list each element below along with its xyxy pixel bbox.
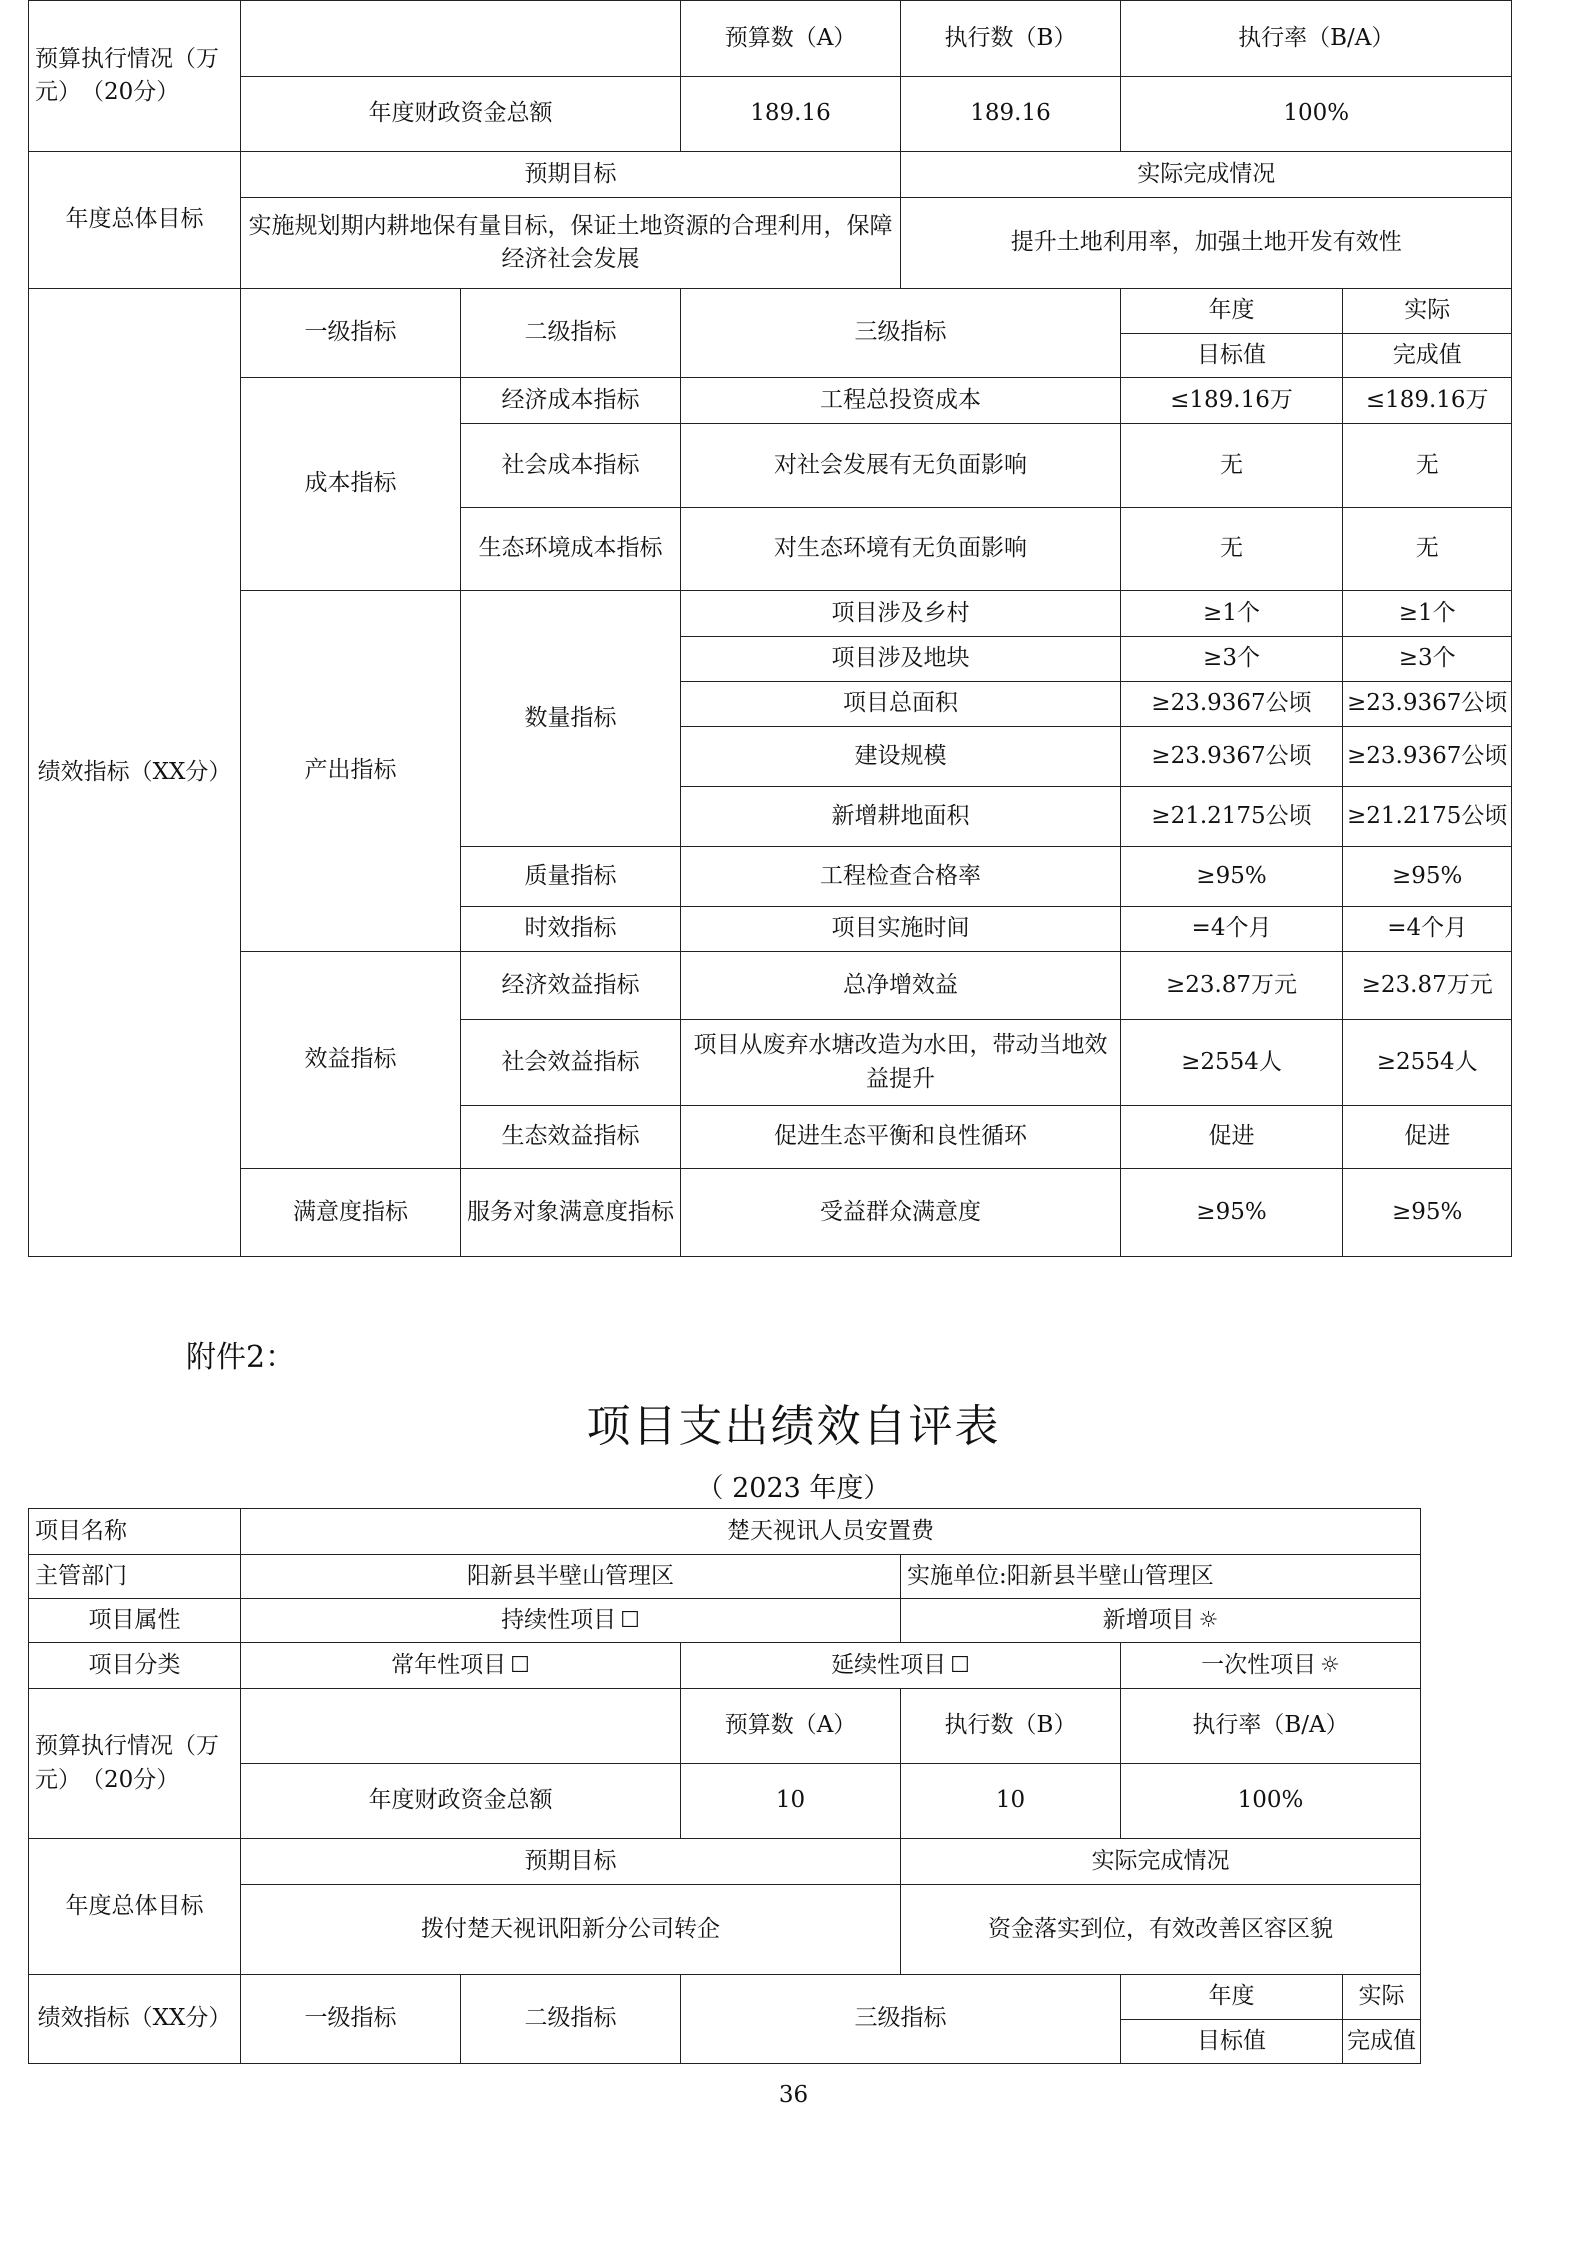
level3: 建设规模 bbox=[681, 727, 1121, 787]
col-exec: 执行数（B） bbox=[901, 1689, 1121, 1764]
col-budget: 预算数（A） bbox=[681, 1, 901, 77]
actual-value: 无 bbox=[1343, 424, 1512, 508]
budget-value: 189.16 bbox=[681, 77, 901, 152]
goal-expected: 实施规划期内耕地保有量目标，保证土地资源的合理利用，保障经济社会发展 bbox=[241, 198, 901, 289]
goal-expected: 拨付楚天视讯阳新分公司转企 bbox=[241, 1885, 901, 1975]
fund-label: 年度财政资金总额 bbox=[241, 1764, 681, 1839]
level2: 生态效益指标 bbox=[461, 1106, 681, 1169]
col-rate: 执行率（B/A） bbox=[1121, 1, 1512, 77]
attr-continuous: 持续性项目 ☐ bbox=[241, 1599, 901, 1643]
level2-quantity: 数量指标 bbox=[461, 591, 681, 847]
rate-value: 100% bbox=[1121, 77, 1512, 152]
level2: 经济成本指标 bbox=[461, 378, 681, 424]
level3: 工程总投资成本 bbox=[681, 378, 1121, 424]
target-value: ≥95% bbox=[1121, 1169, 1343, 1257]
annual-goal-label: 年度总体目标 bbox=[29, 1839, 241, 1975]
target-value: ≥2554人 bbox=[1121, 1020, 1343, 1106]
level3: 项目实施时间 bbox=[681, 907, 1121, 952]
class-regular: 常年性项目 ☐ bbox=[241, 1643, 681, 1689]
actual-value: 无 bbox=[1343, 508, 1512, 591]
actual-value: 促进 bbox=[1343, 1106, 1512, 1169]
page-title: 项目支出绩效自评表 bbox=[586, 1401, 1001, 1452]
target-value: ≥23.9367公顷 bbox=[1121, 727, 1343, 787]
header-target: 年度 bbox=[1121, 289, 1343, 334]
class-label: 项目分类 bbox=[29, 1643, 241, 1689]
header-target-2: 目标值 bbox=[1121, 334, 1343, 378]
header-actual-2: 完成值 bbox=[1343, 334, 1512, 378]
actual-value: ≥23.87万元 bbox=[1343, 952, 1512, 1020]
attr-label: 项目属性 bbox=[29, 1599, 241, 1643]
performance-table-1 bbox=[28, 0, 1512, 1257]
radio-icon: ☼ bbox=[1198, 1607, 1219, 1633]
class-extension: 延续性项目 ☐ bbox=[681, 1643, 1121, 1689]
perf-label: 绩效指标（XX分） bbox=[29, 289, 241, 1257]
rate-value: 100% bbox=[1121, 1764, 1421, 1839]
budget-exec-label: 预算执行情况（万元） （20分） bbox=[29, 1689, 241, 1839]
goal-expected-header: 预期目标 bbox=[241, 152, 901, 198]
actual-value: ≥95% bbox=[1343, 1169, 1512, 1257]
checkbox-icon: ☐ bbox=[950, 1652, 970, 1678]
year-label: （ 2023 年度） bbox=[696, 1473, 891, 1504]
level1-cost: 成本指标 bbox=[241, 378, 461, 591]
level3: 工程检查合格率 bbox=[681, 847, 1121, 907]
actual-value: ≥1个 bbox=[1343, 591, 1512, 637]
dept-value: 阳新县半壁山管理区 bbox=[241, 1555, 901, 1599]
goal-expected-header: 预期目标 bbox=[241, 1839, 901, 1885]
level2: 生态环境成本指标 bbox=[461, 508, 681, 591]
level3: 总净增效益 bbox=[681, 952, 1121, 1020]
header-actual: 实际 bbox=[1343, 1975, 1421, 2020]
header-target-2: 目标值 bbox=[1121, 2020, 1343, 2064]
level3: 项目涉及乡村 bbox=[681, 591, 1121, 637]
target-value: ≤189.16万 bbox=[1121, 378, 1343, 424]
target-value: ≥21.2175公顷 bbox=[1121, 787, 1343, 847]
budget-exec-label: 预算执行情况（万元） （20分） bbox=[29, 1, 241, 152]
actual-value: ≥23.9367公顷 bbox=[1343, 682, 1512, 727]
header-actual: 实际 bbox=[1343, 289, 1512, 334]
level3: 新增耕地面积 bbox=[681, 787, 1121, 847]
project-name-label: 项目名称 bbox=[29, 1509, 241, 1555]
goal-actual: 提升土地利用率，加强土地开发有效性 bbox=[901, 198, 1512, 289]
actual-value: ≥21.2175公顷 bbox=[1343, 787, 1512, 847]
exec-value: 10 bbox=[901, 1764, 1121, 1839]
target-value: ≥1个 bbox=[1121, 591, 1343, 637]
checkbox-icon: ☐ bbox=[620, 1607, 640, 1633]
checkbox-icon: ☐ bbox=[510, 1652, 530, 1678]
goal-actual-header: 实际完成情况 bbox=[901, 1839, 1421, 1885]
target-value: 促进 bbox=[1121, 1106, 1343, 1169]
header-level1: 一级指标 bbox=[241, 289, 461, 378]
level2: 质量指标 bbox=[461, 847, 681, 907]
attachment-label: 附件2： bbox=[186, 1340, 296, 1375]
header-level2: 二级指标 bbox=[461, 289, 681, 378]
goal-actual: 资金落实到位，有效改善区容区貌 bbox=[901, 1885, 1421, 1975]
actual-value: ≥95% bbox=[1343, 847, 1512, 907]
target-value: =4个月 bbox=[1121, 907, 1343, 952]
level3: 项目涉及地块 bbox=[681, 637, 1121, 682]
col-exec: 执行数（B） bbox=[901, 1, 1121, 77]
performance-table-2 bbox=[28, 1508, 1421, 2064]
attr-new: 新增项目 ☼ bbox=[901, 1599, 1421, 1643]
level1-benefit: 效益指标 bbox=[241, 952, 461, 1169]
col-budget: 预算数（A） bbox=[681, 1689, 901, 1764]
dept-label: 主管部门 bbox=[29, 1555, 241, 1599]
actual-value: ≤189.16万 bbox=[1343, 378, 1512, 424]
radio-icon: ☼ bbox=[1320, 1652, 1340, 1678]
target-value: 无 bbox=[1121, 508, 1343, 591]
actual-value: =4个月 bbox=[1343, 907, 1512, 952]
header-actual-2: 完成值 bbox=[1343, 2020, 1421, 2064]
budget-value: 10 bbox=[681, 1764, 901, 1839]
annual-goal-label: 年度总体目标 bbox=[29, 152, 241, 289]
target-value: ≥3个 bbox=[1121, 637, 1343, 682]
actual-value: ≥23.9367公顷 bbox=[1343, 727, 1512, 787]
level2: 服务对象满意度指标 bbox=[461, 1169, 681, 1257]
class-once: 一次性项目 ☼ bbox=[1121, 1643, 1421, 1689]
header-level3: 三级指标 bbox=[681, 289, 1121, 378]
level2: 社会成本指标 bbox=[461, 424, 681, 508]
actual-value: ≥2554人 bbox=[1343, 1020, 1512, 1106]
level2: 经济效益指标 bbox=[461, 952, 681, 1020]
target-value: ≥95% bbox=[1121, 847, 1343, 907]
exec-value: 189.16 bbox=[901, 77, 1121, 152]
page-number: 36 bbox=[778, 2082, 809, 2108]
perf-label: 绩效指标（XX分） bbox=[29, 1975, 241, 2064]
level2: 时效指标 bbox=[461, 907, 681, 952]
fund-label: 年度财政资金总额 bbox=[241, 77, 681, 152]
target-value: 无 bbox=[1121, 424, 1343, 508]
level3: 对社会发展有无负面影响 bbox=[681, 424, 1121, 508]
impl-unit: 实施单位:阳新县半壁山管理区 bbox=[901, 1555, 1421, 1599]
col-rate: 执行率（B/A） bbox=[1121, 1689, 1421, 1764]
actual-value: ≥3个 bbox=[1343, 637, 1512, 682]
header-level2: 二级指标 bbox=[461, 1975, 681, 2064]
header-level1: 一级指标 bbox=[241, 1975, 461, 2064]
target-value: ≥23.87万元 bbox=[1121, 952, 1343, 1020]
level3: 项目从废弃水塘改造为水田，带动当地效益提升 bbox=[681, 1020, 1121, 1106]
target-value: ≥23.9367公顷 bbox=[1121, 682, 1343, 727]
level3: 促进生态平衡和良性循环 bbox=[681, 1106, 1121, 1169]
level2: 社会效益指标 bbox=[461, 1020, 681, 1106]
project-name: 楚天视讯人员安置费 bbox=[241, 1509, 1421, 1555]
header-level3: 三级指标 bbox=[681, 1975, 1121, 2064]
header-target: 年度 bbox=[1121, 1975, 1343, 2020]
goal-actual-header: 实际完成情况 bbox=[901, 152, 1512, 198]
level3: 对生态环境有无负面影响 bbox=[681, 508, 1121, 591]
level3: 项目总面积 bbox=[681, 682, 1121, 727]
level1-output: 产出指标 bbox=[241, 591, 461, 952]
level1-satisfaction: 满意度指标 bbox=[241, 1169, 461, 1257]
level3: 受益群众满意度 bbox=[681, 1169, 1121, 1257]
